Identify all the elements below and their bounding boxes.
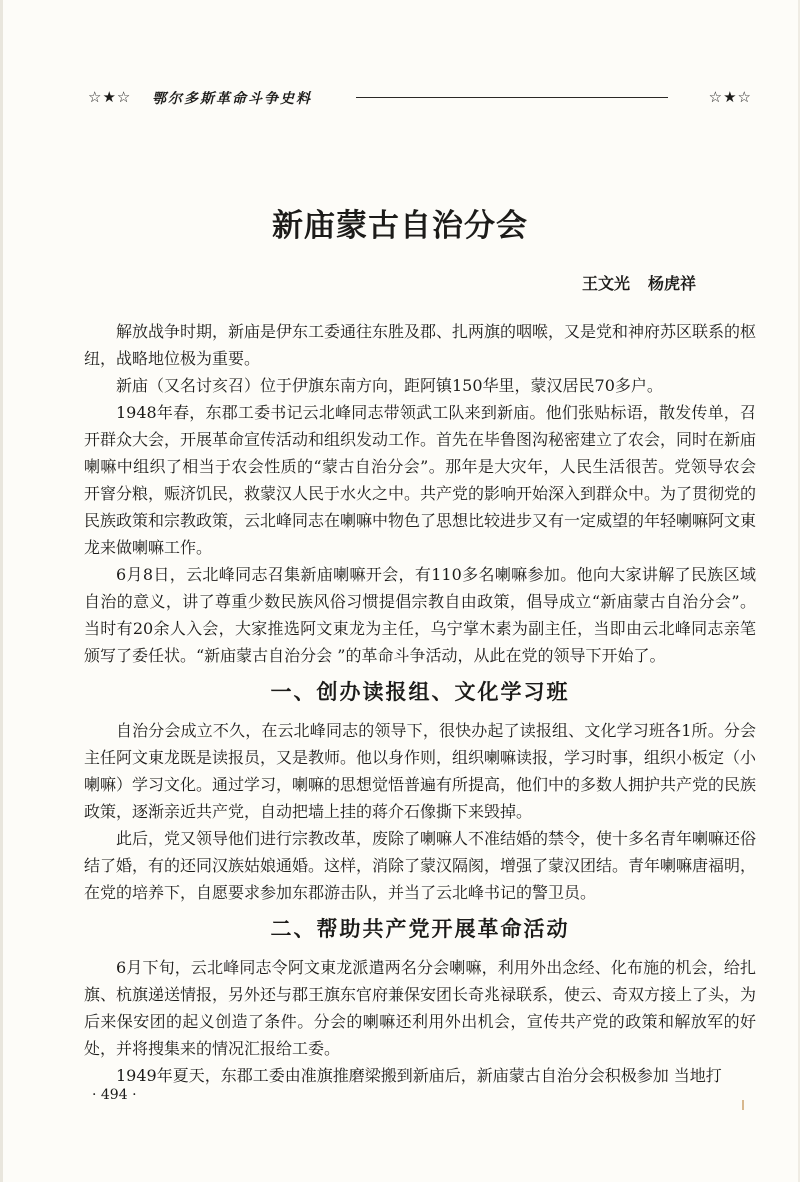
star-ornament-right: ☆★☆ xyxy=(708,88,752,106)
section-heading: 一、创办读报组、文化学习班 xyxy=(270,679,570,704)
section-heading: 二、帮助共产党开展革命活动 xyxy=(270,916,570,941)
author-name: 王文光 xyxy=(581,274,630,293)
body-paragraph: 1948年春，东郡工委书记云北峰同志带领武工队来到新庙。他们张贴标语，散发传单，召开群众大会，开展革命宣传活动和组织发动工作。首先在毕鲁图沟秘密建立了农会，同时在新庙喇嘛中组织了相当于农会性质的“蒙古自治分会”。那年是大灾年，人民生活很苦。党领导农会开窨分粮，赈济饥民，救蒙汉人民于水火之中。共产党的影响开始深入到群众中。为了贯彻党的民族政策和宗教政策，云北峰同志在喇嘛中物色了思想比较进步又有一定威望的年轻喇嘛阿文東龙来做喇嘛工作。 xyxy=(84,403,757,557)
page-number: · 494 · xyxy=(92,1087,137,1103)
star-ornament-left: ☆★☆ xyxy=(88,88,132,106)
running-header-title: 鄂尔多斯革命斗争史料 xyxy=(152,91,312,107)
body-paragraph: 6月8日，云北峰同志召集新庙喇嘛开会，有110多名喇嘛参加。他向大家讲解了民族区域自治的意义，讲了尊重少数民族风俗习惯提倡宗教自由政策，倡导成立“新庙蒙古自治分会”。当时有20余人入会，大家推选阿文東龙为主任，乌宁掌木素为副主任，当即由云北峰同志亲笔颁写了委任状。“新庙蒙古自治分会 ”的革命斗争活动，从此在党的领导下开始了。 xyxy=(84,565,756,665)
header-rule xyxy=(356,97,668,98)
article-title: 新庙蒙古自治分会 xyxy=(272,208,528,244)
body-paragraph: 新庙（又名讨亥召）位于伊旗东南方向，距阿镇150华里，蒙汉居民70多户。 xyxy=(116,376,663,395)
paper-speck xyxy=(742,1100,744,1110)
body-paragraph: 自治分会成立不久，在云北峰同志的领导下，很快办起了读报组、文化学习班各1所。分会主任阿文東龙既是读报员，又是教师。他以身作则，组织喇嘛读报，学习时事，组织小板定（小喇嘛）学习文化。通过学习，喇嘛的思想觉悟普遍有所提高，他们中的多数人拥护共产党的民族政策，逐渐亲近共产党，自动把墙上挂的蒋介石像撕下来毁掉。 xyxy=(84,721,757,821)
body-paragraph: 解放战争时期，新庙是伊东工委通往东胜及郡、扎两旗的咽喉，又是党和神府苏区联系的枢纽，战略地位极为重要。 xyxy=(84,322,757,368)
author-name: 杨虎祥 xyxy=(647,274,696,293)
body-paragraph: 6月下旬，云北峰同志令阿文東龙派遣两名分会喇嘛，利用外出念经、化布施的机会，给扎旗、杭旗递送情报，另外还与郡王旗东官府兼保安团长奇兆禄联系，使云、奇双方接上了头，为后来保安团的起义创造了条件。分会的喇嘛还利用外出机会，宣传共产党的政策和解放军的好处，并将搜集来的情况汇报给工委。 xyxy=(84,958,757,1058)
body-paragraph: 此后，党又领导他们进行宗教改革，废除了喇嘛人不准结婚的禁令，使十多名青年喇嘛还俗结了婚，有的还同汉族姑娘通婚。这样，消除了蒙汉隔阂，增强了蒙汉团结。青年喇嘛唐福明，在党的培养下，自愿要求参加东郡游击队，并当了云北峰书记的警卫员。 xyxy=(84,829,757,902)
article-body xyxy=(84,318,756,1089)
body-paragraph: 1949年夏天，东郡工委由准旗推磨梁搬到新庙后，新庙蒙古自治分会积极参加 当地打 xyxy=(116,1066,722,1085)
authors xyxy=(582,271,696,294)
running-header xyxy=(88,86,752,114)
